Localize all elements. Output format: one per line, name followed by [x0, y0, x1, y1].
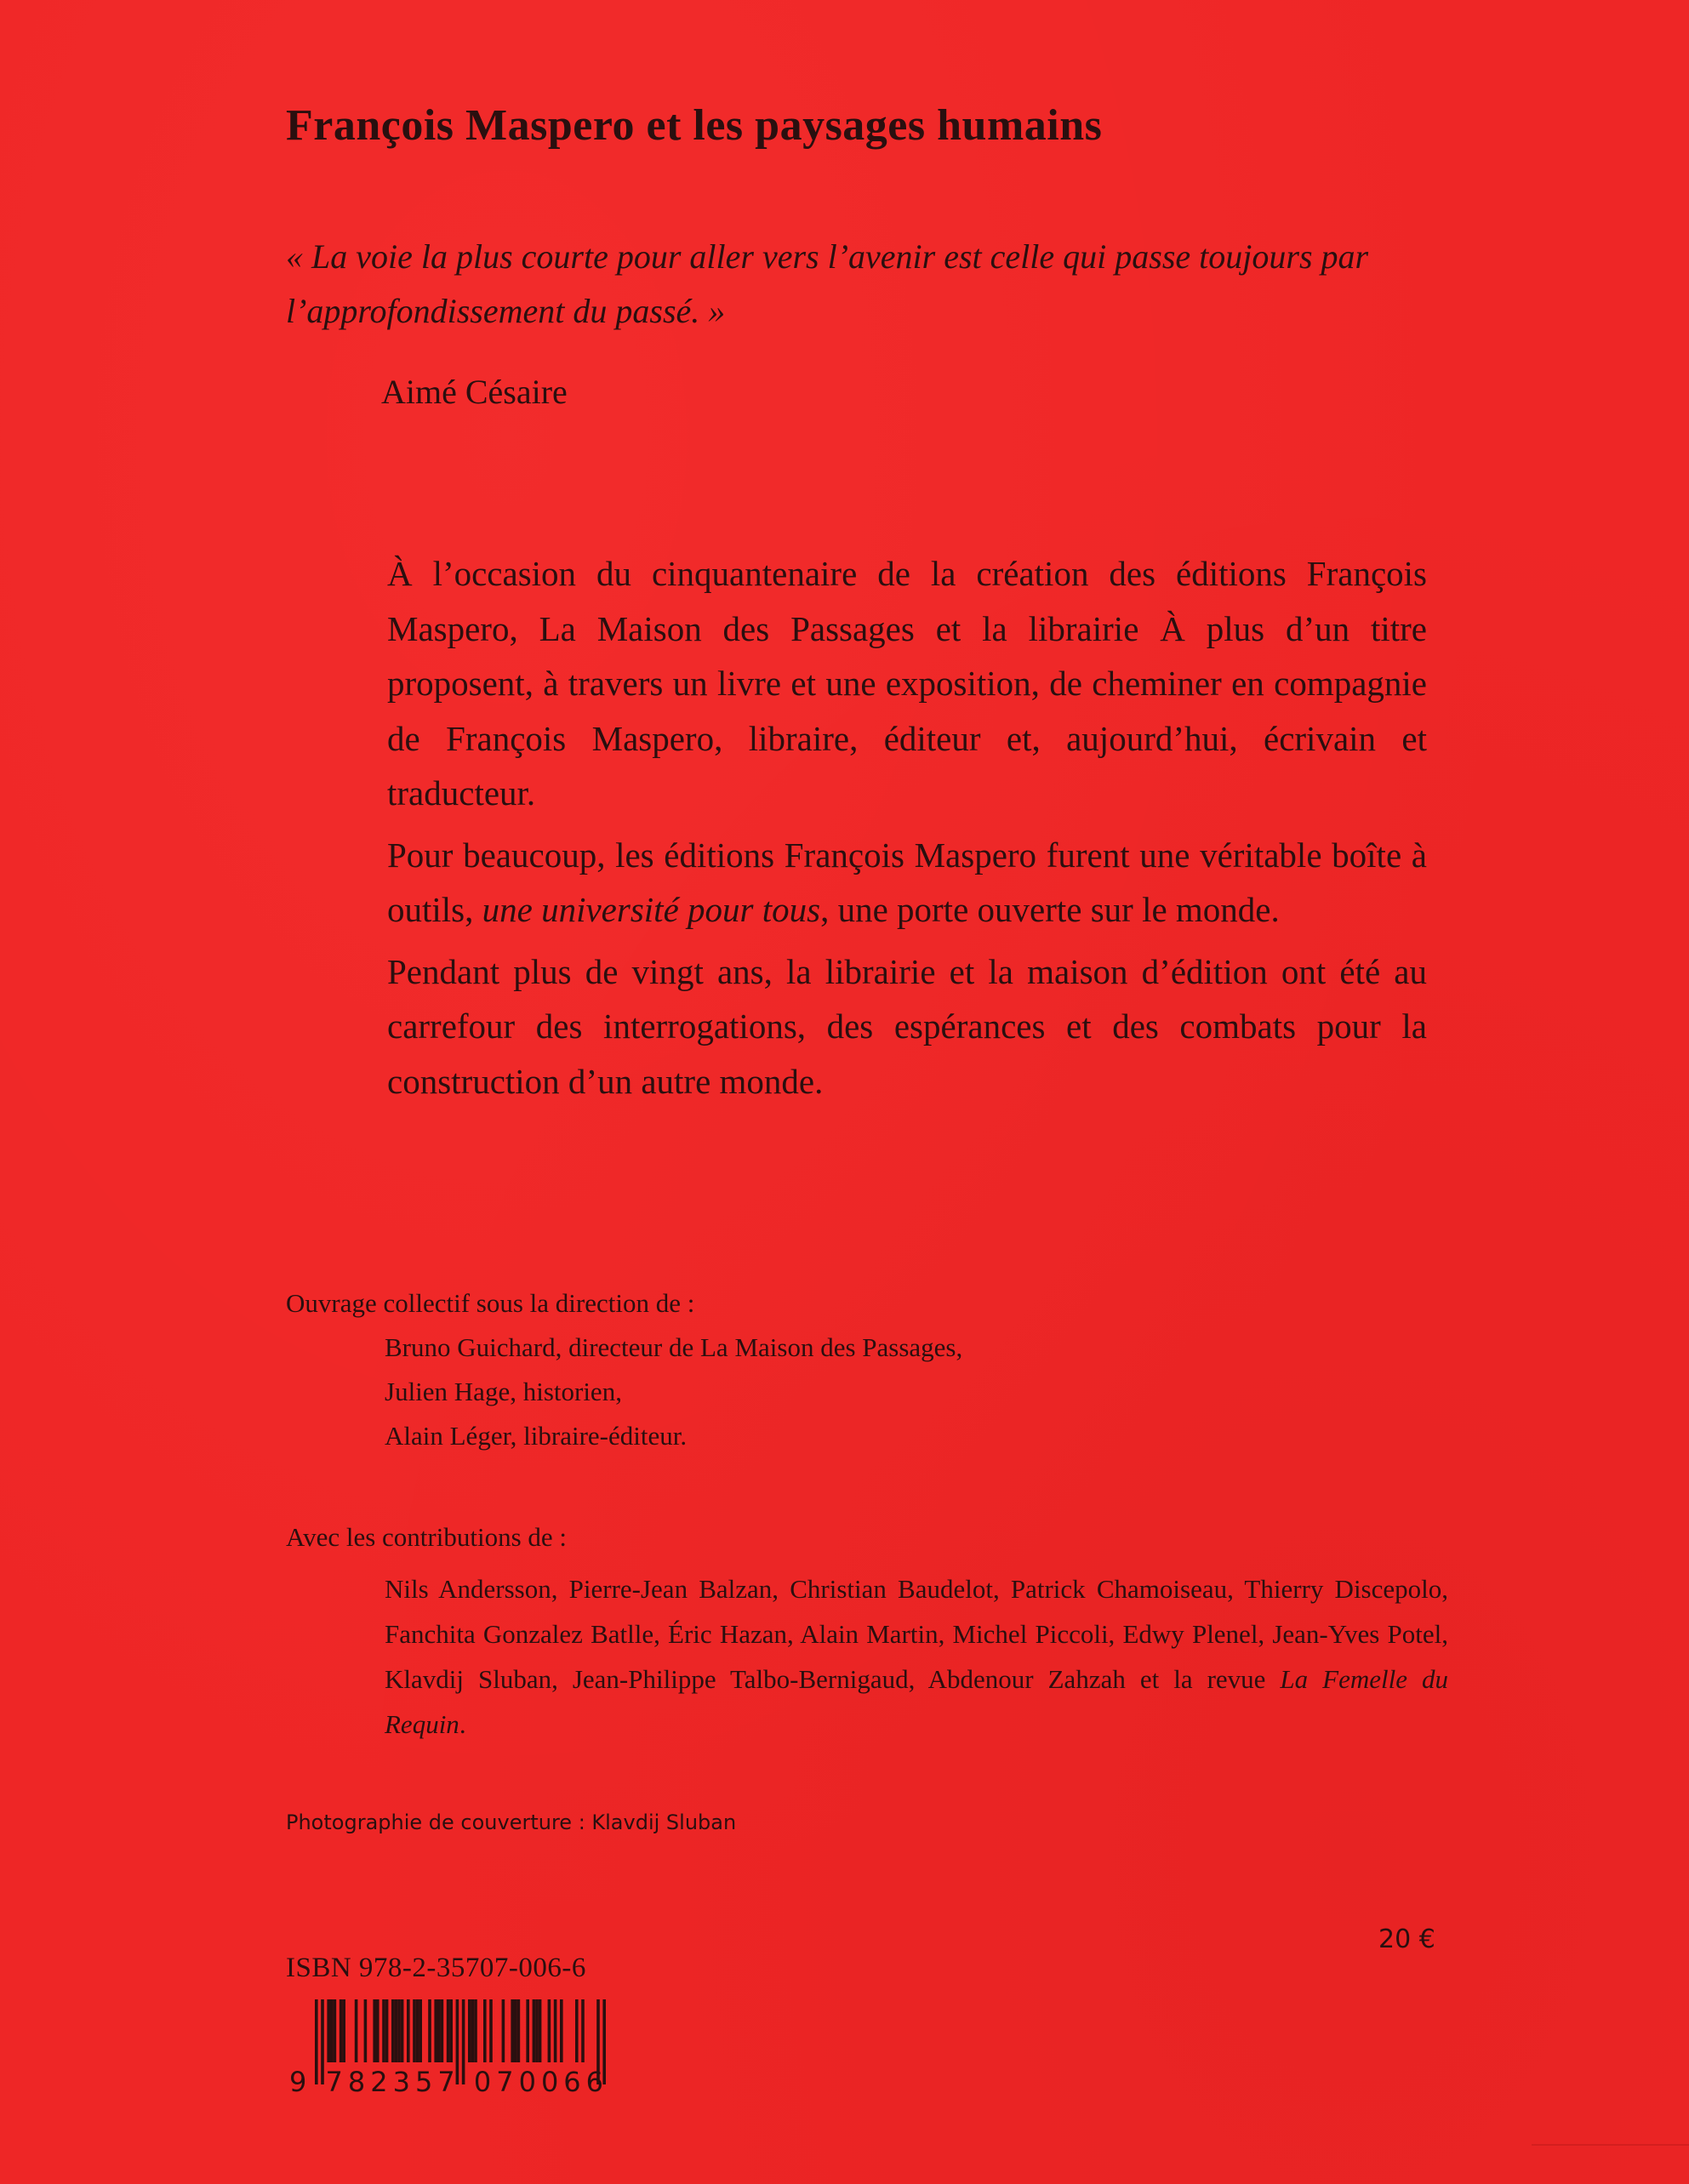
contributions-label: Avec les contributions de :: [286, 1522, 568, 1552]
barcode-bar: [407, 1999, 410, 2062]
barcode-bar: [581, 1999, 585, 2062]
editor-name: Alain Léger, libraire-éditeur.: [385, 1421, 688, 1451]
barcode-bar: [382, 1999, 385, 2062]
barcode-bar: [340, 1999, 343, 2062]
direction-credits: [286, 1281, 962, 1458]
editor-name: Bruno Guichard, directeur de La Maison des Passages,: [385, 1332, 963, 1362]
price: 20 €: [1378, 1925, 1435, 1954]
barcode-bar: [535, 1999, 539, 2062]
blurb-paragraph: Pendant plus de vingt ans, la librairie et la maison d’édition ont été au carrefour des interrogations, des espérances et des combats pour la construction d’un autre monde.: [387, 951, 1427, 1101]
isbn: ISBN 978-2-35707-006-6: [286, 1953, 586, 1983]
paper-crease: [1532, 2144, 1689, 2146]
barcode-bar: [385, 1999, 389, 2062]
barcode-bar: [334, 1999, 337, 2062]
barcode-bar: [539, 1999, 542, 2062]
barcode-digits: 9 782357 070066: [289, 2066, 609, 2098]
editor-name: Julien Hage, historien,: [385, 1377, 622, 1406]
direction-label: Ouvrage collectif sous la direction de :: [286, 1288, 695, 1318]
barcode-bar: [575, 1999, 579, 2062]
blurb-text: , une porte ouverte sur le monde.: [820, 890, 1280, 929]
blurb-text: Pour beaucoup, les éditions François Maspero furent une véritable boîte à outils,: [387, 835, 1427, 929]
barcode-bar: [441, 1999, 444, 2062]
barcode-bar: [376, 1999, 379, 2062]
barcode-bar: [437, 1999, 441, 2062]
contributors-names: Nils Andersson, Pierre-Jean Balzan, Christian Baudelot, Patrick Chamoiseau, Thierry Discepolo, Fanchita Gonzalez Batlle, Éric Hazan, Alain Martin, Michel Piccoli, Edwy Plenel, Jean-Yves Potel, Klavdij Sluban, Jean-Philippe Talbo-Bernigaud, Abdenour Zahzah et la revue: [385, 1574, 1448, 1694]
epigraph-quote: « La voie la plus courte pour aller vers l’avenir est celle qui passe toujours par l’approfondissement du passé. »: [286, 237, 1369, 330]
blurb-italic: une université pour tous: [482, 890, 821, 929]
direction-names: [286, 1326, 962, 1458]
epigraph-author: Aimé Césaire: [381, 373, 568, 411]
barcode-bar: [517, 1999, 521, 2062]
barcode-bar: [391, 1999, 395, 2062]
barcode-bar: [533, 1999, 536, 2062]
contributors-list: [286, 1566, 1448, 1747]
barcode-bar: [548, 1999, 551, 2062]
barcode-bar: [401, 1999, 404, 2062]
barcode-bar: [327, 1999, 330, 2062]
contributors-end: .: [459, 1709, 466, 1739]
blurb-paragraph: [387, 828, 1427, 938]
barcode-bar: [554, 1999, 557, 2062]
barcode-bar: [395, 1999, 398, 2062]
blurb-paragraph: À l’occasion du cinquantenaire de la création des éditions François Maspero, La Maison des Passages et la librairie À plus d’un titre proposent, à travers un livre et une exposition, de cheminer en compagnie de François Maspero, libraire, éditeur et, aujourd’hui, écrivain et traducteur.: [387, 554, 1427, 813]
barcode-bar: [449, 1999, 453, 2062]
barcode-bar: [483, 1999, 487, 2062]
barcode-bar: [416, 1999, 419, 2062]
barcode-bar: [373, 1999, 376, 2062]
barcode-bar: [434, 1999, 437, 2062]
blurb: [387, 546, 1427, 1115]
barcode-bar: [511, 1999, 514, 2062]
book-title: François Maspero et les paysages humains: [286, 101, 1103, 150]
barcode-bar: [514, 1999, 517, 2062]
barcode-bar: [471, 1999, 475, 2062]
contributions-credits: [286, 1515, 1448, 1747]
barcode-bar: [397, 1999, 401, 2062]
barcode-bar: [428, 1999, 431, 2062]
barcode-bar: [474, 1999, 477, 2062]
barcode-bar: [364, 1999, 368, 2062]
barcode-bar: [342, 1999, 345, 2062]
barcode-bar: [468, 1999, 471, 2062]
revue-title: La Femelle du Requin: [385, 1664, 1448, 1739]
barcode-bar: [413, 1999, 416, 2062]
barcode-bar: [526, 1999, 529, 2062]
barcode-bar: [489, 1999, 493, 2062]
barcode-bar: [502, 1999, 505, 2062]
photo-credit: Photographie de couverture : Klavdij Sluban: [286, 1810, 737, 1834]
barcode-bar: [447, 1999, 450, 2062]
barcode-bar: [355, 1999, 358, 2062]
barcode-bar: [560, 1999, 563, 2062]
barcode-bar: [330, 1999, 334, 2062]
barcode-bar: [419, 1999, 422, 2062]
